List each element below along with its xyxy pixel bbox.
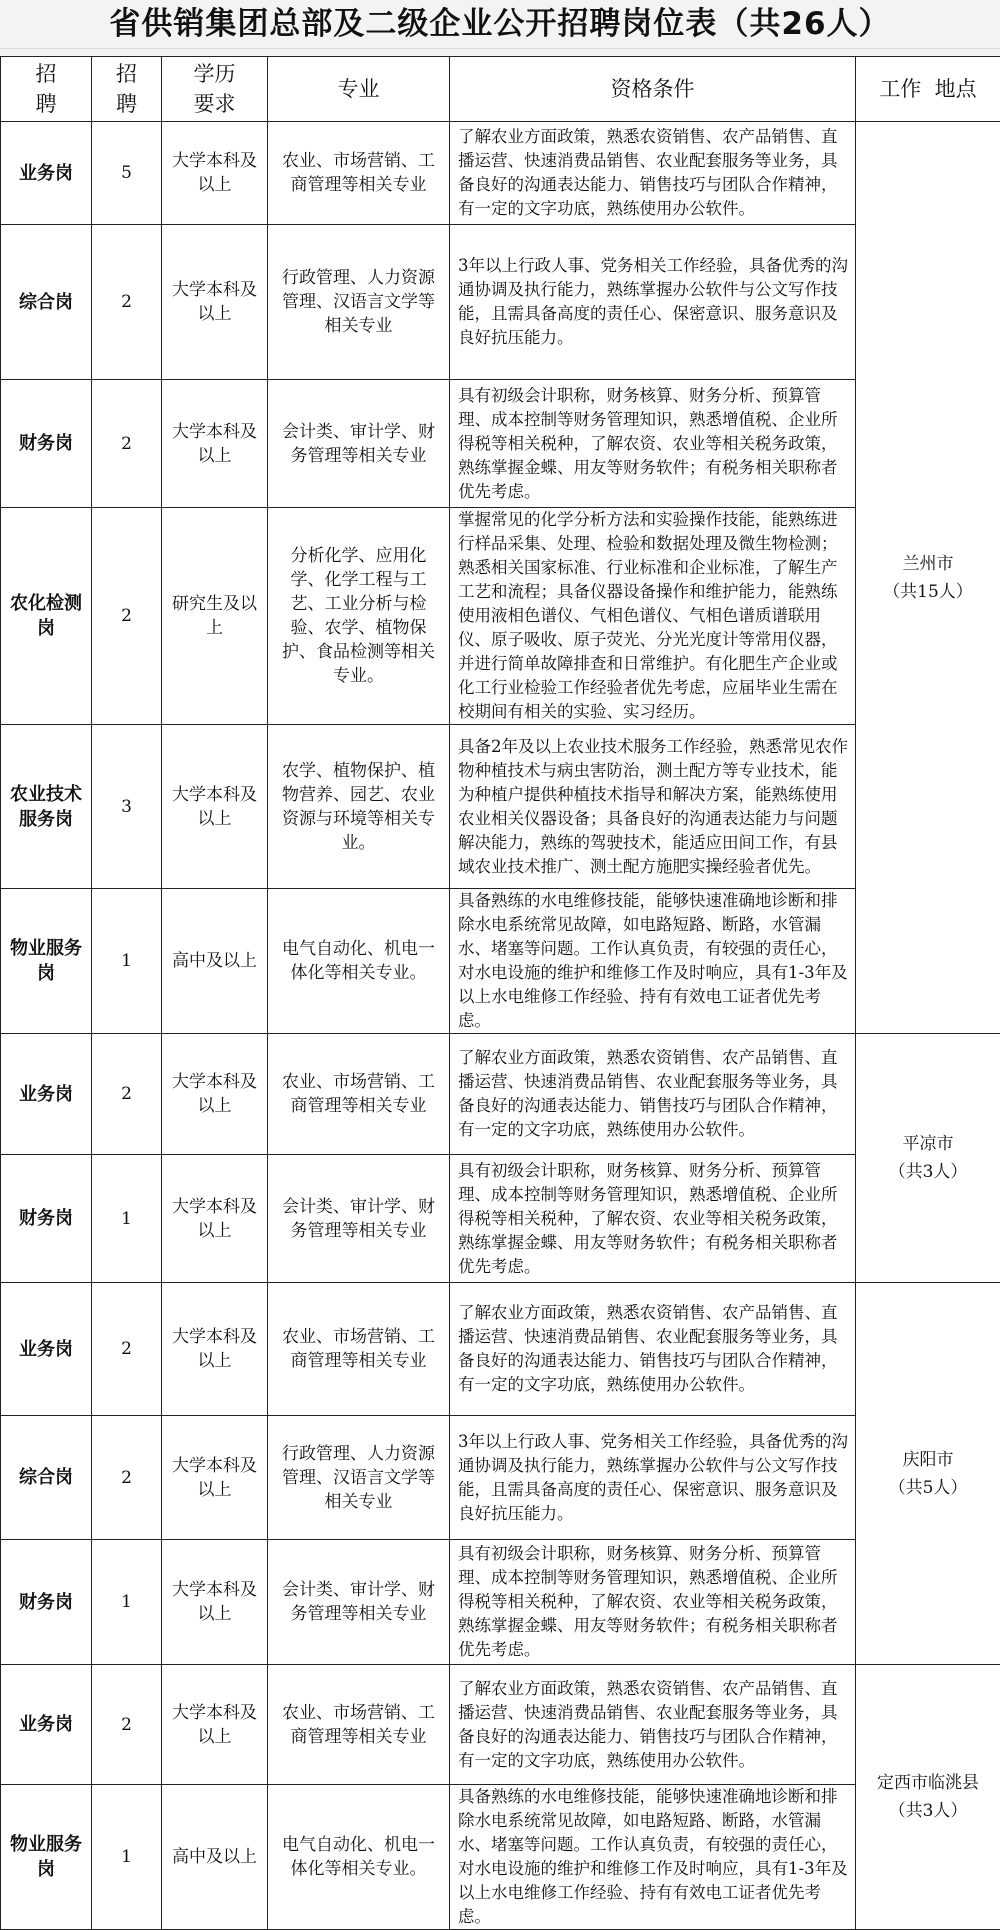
position-cell: 业务岗 (1, 1283, 92, 1416)
location-name: 兰州市 (856, 550, 1000, 578)
header-location: 工作 地点 (856, 57, 1000, 122)
page-title: 省供销集团总部及二级企业公开招聘岗位表（共26人） (0, 0, 1000, 48)
header-education: 学历 要求 (162, 57, 268, 122)
education-cell: 研究生及以上 (162, 508, 268, 725)
location-total: （共5人） (856, 1474, 1000, 1502)
location-cell (856, 1034, 1000, 1283)
conditions-cell: 了解农业方面政策，熟悉农资销售、农产品销售、直播运营、快速消费品销售、农业配套服务等业务，具备良好的沟通表达能力、销售技巧与团队合作精神，有一定的文字功底，熟练使用办公软件。 (450, 1665, 856, 1785)
major-cell: 会计类、审计学、财务管理等相关专业 (268, 1540, 450, 1665)
major-cell: 农学、植物保护、植物营养、园艺、农业资源与环境等相关专业。 (268, 725, 450, 889)
major-cell: 行政管理、人力资源管理、汉语言文学等相关专业 (268, 225, 450, 380)
count-cell: 1 (92, 1540, 162, 1665)
position-cell: 业务岗 (1, 1665, 92, 1785)
conditions-cell: 具备熟练的水电维修技能，能够快速准确地诊断和排除水电系统常见故障，如电路短路、断路，水管漏水、堵塞等问题。工作认真负责，有较强的责任心，对水电设施的维护和维修工作及时响应，具有1-3年及以上水电维修工作经验、持有有效电工证者优先考虑。 (450, 1785, 856, 1930)
position-cell: 农化检测岗 (1, 508, 92, 725)
conditions-cell: 了解农业方面政策，熟悉农资销售、农产品销售、直播运营、快速消费品销售、农业配套服务等业务，具备良好的沟通表达能力、销售技巧与团队合作精神，有一定的文字功底，熟练使用办公软件。 (450, 122, 856, 225)
location-name: 定西市临洮县 (856, 1769, 1000, 1797)
major-cell: 分析化学、应用化学、化学工程与工艺、工业分析与检验、农学、植物保护、食品检测等相关专业。 (268, 508, 450, 725)
position-cell: 财务岗 (1, 1155, 92, 1283)
table-row (1, 1034, 1000, 1155)
major-cell: 会计类、审计学、财务管理等相关专业 (268, 380, 450, 508)
position-cell: 综合岗 (1, 225, 92, 380)
table-row (1, 725, 1000, 889)
count-cell: 1 (92, 889, 162, 1034)
position-cell: 业务岗 (1, 122, 92, 225)
education-cell: 高中及以上 (162, 889, 268, 1034)
education-cell: 大学本科及以上 (162, 122, 268, 225)
header-position: 招 聘 (1, 57, 92, 122)
count-cell: 5 (92, 122, 162, 225)
count-cell: 2 (92, 1665, 162, 1785)
spacer-row (0, 48, 1000, 56)
education-cell: 大学本科及以上 (162, 1155, 268, 1283)
location-name: 平凉市 (856, 1130, 1000, 1158)
major-cell: 会计类、审计学、财务管理等相关专业 (268, 1155, 450, 1283)
major-cell: 行政管理、人力资源管理、汉语言文学等相关专业 (268, 1416, 450, 1540)
position-cell: 综合岗 (1, 1416, 92, 1540)
location-name: 庆阳市 (856, 1446, 1000, 1474)
position-cell: 财务岗 (1, 380, 92, 508)
location-total: （共15人） (856, 578, 1000, 606)
count-cell: 1 (92, 1155, 162, 1283)
table-row (1, 889, 1000, 1034)
major-cell: 电气自动化、机电一体化等相关专业。 (268, 889, 450, 1034)
education-cell: 大学本科及以上 (162, 1034, 268, 1155)
table-row (1, 1416, 1000, 1540)
education-cell: 大学本科及以上 (162, 1416, 268, 1540)
education-cell: 大学本科及以上 (162, 1283, 268, 1416)
conditions-cell: 掌握常见的化学分析方法和实验操作技能，能熟练进行样品采集、处理、检验和数据处理及微生物检测；熟悉相关国家标准、行业标准和企业标准，了解生产工艺和流程；具备仪器设备操作和维护能力，能熟练使用液相色谱仪、气相色谱仪、气相色谱质谱联用仪、原子吸收、原子荧光、分光光度计等常用仪器，并进行简单故障排查和日常维护。有化肥生产企业或化工行业检验工作经验者优先考虑，应届毕业生需在校期间有相关的实验、实习经历。 (450, 508, 856, 725)
position-cell: 财务岗 (1, 1540, 92, 1665)
count-cell: 1 (92, 1785, 162, 1930)
table-row (1, 1665, 1000, 1785)
education-cell: 大学本科及以上 (162, 725, 268, 889)
table-row (1, 122, 1000, 225)
table-row (1, 225, 1000, 380)
table-row (1, 508, 1000, 725)
header-row (1, 57, 1000, 122)
education-cell: 大学本科及以上 (162, 380, 268, 508)
location-cell (856, 1665, 1000, 1930)
table-row (1, 1785, 1000, 1930)
major-cell: 农业、市场营销、工商管理等相关专业 (268, 122, 450, 225)
education-cell: 大学本科及以上 (162, 1665, 268, 1785)
location-total: （共3人） (856, 1797, 1000, 1825)
location-cell (856, 1283, 1000, 1665)
conditions-cell: 3年以上行政人事、党务相关工作经验，具备优秀的沟通协调及执行能力，熟练掌握办公软件与公文写作技能，且需具备高度的责任心、保密意识、服务意识及良好抗压能力。 (450, 1416, 856, 1540)
count-cell: 2 (92, 1416, 162, 1540)
table-row (1, 1540, 1000, 1665)
location-total: （共3人） (856, 1158, 1000, 1186)
position-cell: 物业服务岗 (1, 1785, 92, 1930)
major-cell: 电气自动化、机电一体化等相关专业。 (268, 1785, 450, 1930)
header-conditions: 资格条件 (450, 57, 856, 122)
position-cell: 业务岗 (1, 1034, 92, 1155)
major-cell: 农业、市场营销、工商管理等相关专业 (268, 1665, 450, 1785)
education-cell: 大学本科及以上 (162, 225, 268, 380)
location-cell (856, 122, 1000, 1034)
header-major: 专业 (268, 57, 450, 122)
conditions-cell: 具备熟练的水电维修技能，能够快速准确地诊断和排除水电系统常见故障，如电路短路、断路，水管漏水、堵塞等问题。工作认真负责，有较强的责任心，对水电设施的维护和维修工作及时响应，具有1-3年及以上水电维修工作经验、持有有效电工证者优先考虑。 (450, 889, 856, 1034)
header-count: 招 聘 (92, 57, 162, 122)
major-cell: 农业、市场营销、工商管理等相关专业 (268, 1283, 450, 1416)
count-cell: 2 (92, 380, 162, 508)
table-row (1, 1283, 1000, 1416)
table-row (1, 380, 1000, 508)
conditions-cell: 了解农业方面政策，熟悉农资销售、农产品销售、直播运营、快速消费品销售、农业配套服务等业务，具备良好的沟通表达能力、销售技巧与团队合作精神，有一定的文字功底，熟练使用办公软件。 (450, 1283, 856, 1416)
position-cell: 物业服务岗 (1, 889, 92, 1034)
conditions-cell: 具有初级会计职称，财务核算、财务分析、预算管理、成本控制等财务管理知识，熟悉增值税、企业所得税等相关税种，了解农资、农业等相关税务政策，熟练掌握金蝶、用友等财务软件；有税务相关职称者优先考虑。 (450, 1155, 856, 1283)
count-cell: 2 (92, 1283, 162, 1416)
conditions-cell: 具有初级会计职称，财务核算、财务分析、预算管理、成本控制等财务管理知识，熟悉增值税、企业所得税等相关税种，了解农资、农业等相关税务政策，熟练掌握金蝶、用友等财务软件；有税务相关职称者优先考虑。 (450, 1540, 856, 1665)
positions-table (0, 56, 1000, 1930)
count-cell: 3 (92, 725, 162, 889)
conditions-cell: 具有初级会计职称，财务核算、财务分析、预算管理、成本控制等财务管理知识，熟悉增值税、企业所得税等相关税种，了解农资、农业等相关税务政策，熟练掌握金蝶、用友等财务软件；有税务相关职称者优先考虑。 (450, 380, 856, 508)
major-cell: 农业、市场营销、工商管理等相关专业 (268, 1034, 450, 1155)
education-cell: 高中及以上 (162, 1785, 268, 1930)
count-cell: 2 (92, 508, 162, 725)
count-cell: 2 (92, 1034, 162, 1155)
table-row (1, 1155, 1000, 1283)
conditions-cell: 了解农业方面政策，熟悉农资销售、农产品销售、直播运营、快速消费品销售、农业配套服务等业务，具备良好的沟通表达能力、销售技巧与团队合作精神，有一定的文字功底，熟练使用办公软件。 (450, 1034, 856, 1155)
conditions-cell: 3年以上行政人事、党务相关工作经验，具备优秀的沟通协调及执行能力，熟练掌握办公软件与公文写作技能，且需具备高度的责任心、保密意识、服务意识及良好抗压能力。 (450, 225, 856, 380)
conditions-cell: 具备2年及以上农业技术服务工作经验，熟悉常见农作物种植技术与病虫害防治，测土配方等专业技术，能为种植户提供种植技术指导和解决方案，能熟练使用农业相关仪器设备；具备良好的沟通表达能力与问题解决能力，熟练的驾驶技术，能适应田间工作，有县域农业技术推广、测土配方施肥实操经验者优先。 (450, 725, 856, 889)
position-cell: 农业技术服务岗 (1, 725, 92, 889)
education-cell: 大学本科及以上 (162, 1540, 268, 1665)
count-cell: 2 (92, 225, 162, 380)
